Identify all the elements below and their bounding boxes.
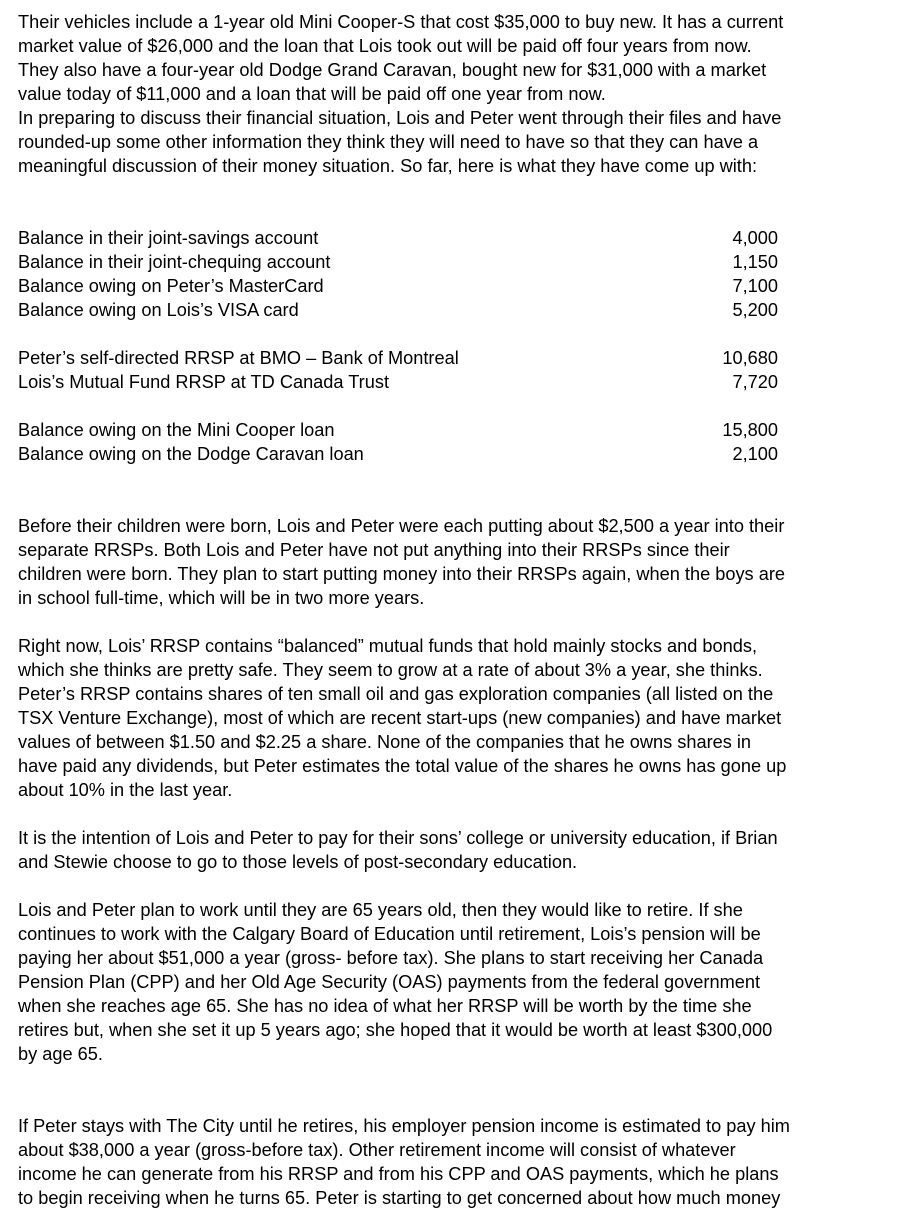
text-line: In preparing to discuss their financial situation, Lois and Peter went through their files and have — [18, 108, 782, 128]
row-value: 15,800 — [722, 420, 778, 440]
table-row — [18, 250, 778, 274]
rrsp-table — [18, 346, 778, 394]
row-label: Balance owing on the Mini Cooper loan — [18, 420, 335, 440]
row-label: Balance in their joint-chequing account — [18, 252, 331, 272]
text-line: Right now, Lois’ RRSP contains “balanced” mutual funds that hold mainly stocks and bonds, — [18, 636, 758, 656]
row-label: Lois’s Mutual Fund RRSP at TD Canada Trust — [18, 372, 390, 392]
lois-retirement-paragraph — [18, 898, 908, 1066]
row-value: 2,100 — [732, 444, 778, 464]
text-line: Before their children were born, Lois and Peter were each putting about $2,500 a year into their — [18, 516, 785, 536]
table-row — [18, 442, 778, 466]
text-line: Lois and Peter plan to work until they are 65 years old, then they would like to retire. If she — [18, 900, 743, 920]
row-value: 7,100 — [732, 276, 778, 296]
table-row — [18, 418, 778, 442]
text-line: and Stewie choose to go to those levels of post-secondary education. — [18, 852, 578, 872]
text-line: in school full-time, which will be in two more years. — [18, 588, 425, 608]
text-line: values of between $1.50 and $2.25 a share. None of the companies that he owns shares in — [18, 732, 752, 752]
education-paragraph — [18, 826, 908, 874]
rrsp-details-paragraph — [18, 634, 908, 802]
row-value: 5,200 — [732, 300, 778, 320]
text-line: by age 65. — [18, 1044, 103, 1064]
text-line: rounded-up some other information they think they will need to have so that they can have a — [18, 132, 759, 152]
table-row — [18, 274, 778, 298]
row-value: 10,680 — [722, 348, 778, 368]
text-line: which she thinks are pretty safe. They seem to grow at a rate of about 3% a year, she thinks. — [18, 660, 763, 680]
text-line: market value of $26,000 and the loan that Lois took out will be paid off four years from now. — [18, 36, 752, 56]
accounts-table — [18, 226, 778, 322]
text-line: Pension Plan (CPP) and her Old Age Security (OAS) payments from the federal government — [18, 972, 761, 992]
text-line: paying her about $51,000 a year (gross- before tax). She plans to start receiving her Canada — [18, 948, 764, 968]
text-line: meaningful discussion of their money situation. So far, here is what they have come up with: — [18, 156, 758, 176]
document-page — [18, 10, 908, 1210]
text-line: when she reaches age 65. She has no idea of what her RRSP will be worth by the time she — [18, 996, 752, 1016]
table-row — [18, 346, 778, 370]
row-label: Balance owing on Lois’s VISA card — [18, 300, 299, 320]
text-line: Peter’s RRSP contains shares of ten small oil and gas exploration companies (all listed on the — [18, 684, 774, 704]
row-value: 7,720 — [732, 372, 778, 392]
row-label: Peter’s self-directed RRSP at BMO – Bank of Montreal — [18, 348, 459, 368]
text-line: continues to work with the Calgary Board of Education until retirement, Lois’s pension will be — [18, 924, 761, 944]
text-line: If Peter stays with The City until he retires, his employer pension income is estimated to pay him — [18, 1116, 790, 1136]
text-line: retires but, when she set it up 5 years ago; she hoped that it would be worth at least $300,000 — [18, 1020, 773, 1040]
text-line: TSX Venture Exchange), most of which are recent start-ups (new companies) and have market — [18, 708, 782, 728]
text-line: to begin receiving when he turns 65. Peter is starting to get concerned about how much money — [18, 1188, 781, 1208]
table-row — [18, 226, 778, 250]
text-line: income he can generate from his RRSP and from his CPP and OAS payments, which he plans — [18, 1164, 779, 1184]
row-value: 1,150 — [732, 252, 778, 272]
contributions-paragraph — [18, 514, 908, 610]
text-line: Their vehicles include a 1-year old Mini Cooper-S that cost $35,000 to buy new. It has a current — [18, 12, 784, 32]
text-line: value today of $11,000 and a loan that will be paid off one year from now. — [18, 84, 606, 104]
table-row — [18, 298, 778, 322]
text-line: about 10% in the last year. — [18, 780, 233, 800]
peter-retirement-paragraph — [18, 1114, 908, 1210]
row-label: Balance owing on the Dodge Caravan loan — [18, 444, 364, 464]
loans-table — [18, 418, 778, 466]
table-row — [18, 370, 778, 394]
text-line: They also have a four-year old Dodge Grand Caravan, bought new for $31,000 with a market — [18, 60, 767, 80]
text-line: It is the intention of Lois and Peter to pay for their sons’ college or university education, if Brian — [18, 828, 778, 848]
intro-paragraph — [18, 10, 908, 178]
text-line: separate RRSPs. Both Lois and Peter have not put anything into their RRSPs since their — [18, 540, 730, 560]
row-label: Balance in their joint-savings account — [18, 228, 319, 248]
text-line: about $38,000 a year (gross-before tax). Other retirement income will consist of whatever — [18, 1140, 736, 1160]
text-line: have paid any dividends, but Peter estimates the total value of the shares he owns has gone up — [18, 756, 787, 776]
row-label: Balance owing on Peter’s MasterCard — [18, 276, 324, 296]
row-value: 4,000 — [732, 228, 778, 248]
text-line: children were born. They plan to start putting money into their RRSPs again, when the boys are — [18, 564, 785, 584]
